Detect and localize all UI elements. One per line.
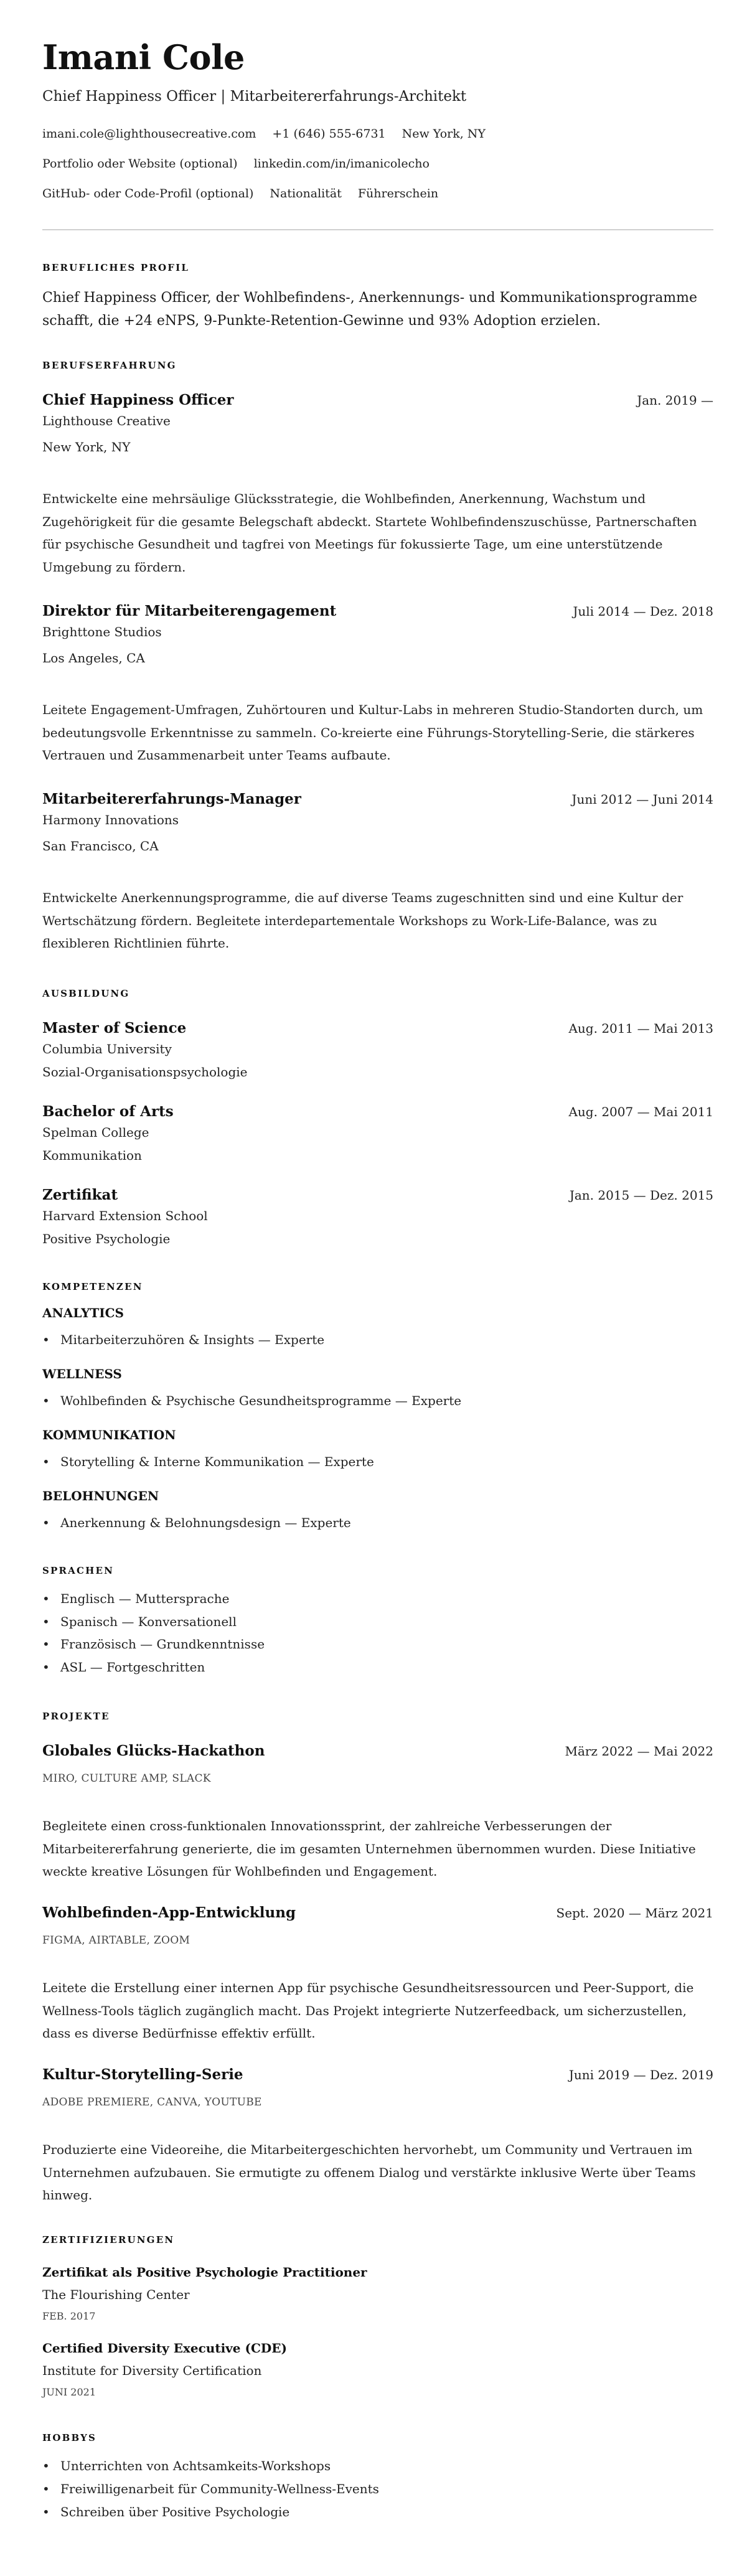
project-header (42, 1741, 713, 1761)
job-entry (42, 390, 713, 579)
skill-category: WELLNESS (42, 1366, 122, 1382)
field-of-study: Positive Psychologie (42, 1231, 171, 1247)
section-heading: SPRACHEN (42, 1565, 115, 1577)
education-header (42, 1185, 713, 1205)
headline: Chief Happiness Officer | Mitarbeitererfahrungs-Architekt (42, 88, 467, 105)
job-description: Entwickelte eine mehrsäulige Glücksstrategie, die Wohlbefinden, Anerkennung, Wachstum und Zugehörigkeit für die gesamte Belegschaft abdeckt. Startete Wohlbefindenszuschüsse, Partnerschaften für psychische Gesundheit und tagfrei von Meetings für fokussierte Tage, um eine unterstützende Umgebung zu fördern. (42, 491, 697, 575)
project-dates: Juni 2019 — Dez. 2019 (568, 2067, 713, 2083)
language-item: • Englisch — Muttersprache (42, 1587, 713, 1610)
drivers-license: Führerschein (357, 187, 439, 200)
certification-issuer: Institute for Diversity Certification (42, 2363, 262, 2379)
job-header (42, 601, 713, 621)
skill-category: KOMMUNIKATION (42, 1427, 176, 1443)
project-description: Begleitete einen cross-funktionalen Innovationssprint, der zahlreiche Verbesserungen der Mitarbeitererfahrung generierte, die im gesamten Unternehmen übernommen wurden. Diese Initiative weckte kreative Lösungen für Wohlbefinden und Engagement. (42, 1818, 696, 1879)
hobby-item: • Freiwilligenarbeit für Community-Wellness-Events (42, 2478, 713, 2501)
project-title: Globales Glücks-Hackathon (42, 1742, 265, 1759)
skill-item: • Anerkennung & Belohnungsdesign — Experte (42, 1512, 713, 1533)
language-item: • ASL — Fortgeschritten (42, 1656, 713, 1679)
project-entry (42, 2065, 713, 2207)
skill-item: • Mitarbeiterzuhören & Insights — Experte (42, 1329, 713, 1350)
certifications-section (42, 2234, 713, 2400)
job-description: Entwickelte Anerkennungsprogramme, die auf diverse Teams zugeschnitten sind und eine Kultur der Wertschätzung fördern. Begleitete interdepartementale Workshops zu Work-Life-Balance, was zu flexibleren Richtlinien führte. (42, 890, 684, 951)
project-description: Leitete die Erstellung einer internen App für psychische Gesundheitsressourcen und Peer-Support, die Wellness-Tools täglich zugänglich macht. Das Projekt integrierte Nutzerfeedback, um sicherzustellen, dass es diverse Bedürfnisse effektiv erfüllt. (42, 1980, 694, 2041)
degree: Bachelor of Arts (42, 1103, 174, 1121)
education-entry (42, 1185, 713, 1249)
company-name: Harmony Innovations (42, 812, 179, 827)
field-of-study: Kommunikation (42, 1148, 142, 1163)
certification-date: JUNI 2021 (42, 2386, 96, 2399)
project-tech: FIGMA, AIRTABLE, ZOOM (42, 1934, 190, 1947)
contact-info (42, 119, 713, 209)
skill-list (42, 1390, 713, 1411)
certification-title: Certified Diversity Executive (CDE) (42, 2341, 287, 2356)
project-header (42, 2065, 713, 2085)
languages-list (42, 1587, 713, 1679)
project-title: Wohlbefinden-App-Entwicklung (42, 1904, 296, 1921)
skill-item: • Storytelling & Interne Kommunikation — Experte (42, 1451, 713, 1472)
project-header (42, 1903, 713, 1923)
education-dates: Aug. 2007 — Mai 2011 (568, 1104, 713, 1120)
hobby-item: • Unterrichten von Achtsamkeits-Workshops (42, 2455, 713, 2478)
hobby-item: • Schreiben über Positive Psychologie (42, 2501, 713, 2524)
job-dates: Jan. 2019 — (637, 393, 713, 408)
skill-list (42, 1512, 713, 1533)
job-title: Chief Happiness Officer (42, 392, 234, 408)
school-name: Harvard Extension School (42, 1208, 208, 1224)
phone: +1 (646) 555-6731 (272, 127, 386, 141)
certification-entry (42, 2339, 713, 2400)
skills-section (42, 1281, 713, 1533)
company-name: Lighthouse Creative (42, 413, 171, 428)
hobbies-list (42, 2455, 713, 2523)
skill-list (42, 1329, 713, 1350)
degree: Zertifikat (42, 1187, 118, 1204)
location: New York, NY (402, 127, 486, 141)
skill-category: BELOHNUNGEN (42, 1488, 159, 1504)
education-dates: Aug. 2011 — Mai 2013 (568, 1021, 713, 1037)
project-dates: März 2022 — Mai 2022 (565, 1743, 713, 1759)
language-item: • Französisch — Grundkenntnisse (42, 1633, 713, 1656)
project-title: Kultur-Storytelling-Serie (42, 2066, 243, 2084)
education-entry (42, 1102, 713, 1166)
education-dates: Jan. 2015 — Dez. 2015 (569, 1188, 713, 1203)
contact-line (42, 119, 713, 149)
degree: Master of Science (42, 1020, 187, 1037)
project-tech: ADOBE PREMIERE, CANVA, YOUTUBE (42, 2096, 262, 2109)
job-header (42, 789, 713, 809)
certification-date: FEB. 2017 (42, 2310, 96, 2323)
projects-section (42, 1710, 713, 2207)
section-heading: KOMPETENZEN (42, 1281, 143, 1293)
skill-item: • Wohlbefinden & Psychische Gesundheitsprogramme — Experte (42, 1390, 713, 1411)
linkedin-link[interactable]: linkedin.com/in/imanicolecho (253, 157, 430, 171)
portfolio-link[interactable]: Portfolio oder Website (optional) (42, 157, 238, 171)
email-link[interactable]: imani.cole@lighthousecreative.com (42, 127, 256, 141)
skill-list (42, 1451, 713, 1472)
education-header (42, 1102, 713, 1122)
company-name: Brighttone Studios (42, 624, 162, 639)
project-tech: MIRO, CULTURE AMP, SLACK (42, 1772, 211, 1785)
language-item: • Spanisch — Konversationell (42, 1610, 713, 1634)
project-dates: Sept. 2020 — März 2021 (556, 1905, 713, 1920)
education-section (42, 987, 713, 1249)
languages-section (42, 1564, 713, 1679)
section-heading: PROJEKTE (42, 1710, 110, 1722)
project-description: Produzierte eine Videoreihe, die Mitarbeitergeschichten hervorhebt, um Community und Vertrauen im Unternehmen aufzubauen. Sie ermutigte zu offenem Dialog und verstärkte inklusive Werte über Teams hinweg. (42, 2142, 696, 2203)
certification-entry (42, 2263, 713, 2325)
job-dates: Juni 2012 — Juni 2014 (571, 791, 713, 807)
resume-header (42, 37, 713, 230)
certification-issuer: The Flourishing Center (42, 2287, 190, 2303)
education-entry (42, 1018, 713, 1083)
section-heading: BERUFSERFAHRUNG (42, 360, 177, 371)
hobbies-section (42, 2432, 713, 2523)
header-divider (42, 229, 713, 230)
profile-section (42, 261, 713, 332)
section-heading: ZERTIFIZIERUNGEN (42, 2234, 175, 2246)
job-dates: Juli 2014 — Dez. 2018 (573, 603, 713, 619)
section-heading: HOBBYS (42, 2432, 97, 2444)
section-heading: AUSBILDUNG (42, 988, 130, 1000)
skill-category: ANALYTICS (42, 1305, 124, 1321)
job-description: Leitete Engagement-Umfragen, Zuhörtouren und Kultur-Labs in mehreren Studio-Standorten durch, um bedeutungsvolle Erkenntnisse zu sammeln. Co-kreierte eine Führungs-Storytelling-Serie, die stärkeres Vertrauen und Zusammenarbeit unter Teams aufbaute. (42, 702, 703, 763)
school-name: Spelman College (42, 1125, 149, 1140)
job-title: Mitarbeitererfahrungs-Manager (42, 790, 301, 807)
job-title: Direktor für Mitarbeiterengagement (42, 602, 337, 619)
contact-line (42, 179, 713, 209)
profile-summary: Chief Happiness Officer, der Wohlbefindens-, Anerkennungs- und Kommunikationsprogramme schafft, die +24 eNPS, 9-Punkte-Retention-Gewinne und 93% Adoption erzielen. (42, 290, 698, 329)
job-location: Los Angeles, CA (42, 650, 145, 665)
job-header (42, 390, 713, 410)
certification-title: Zertifikat als Positive Psychologie Practitioner (42, 2265, 367, 2280)
project-entry (42, 1903, 713, 2045)
github-link[interactable]: GitHub- oder Code-Profil (optional) (42, 187, 254, 200)
section-heading: BERUFLICHES PROFIL (42, 262, 190, 273)
field-of-study: Sozial-Organisationspsychologie (42, 1065, 248, 1080)
job-location: San Francisco, CA (42, 838, 159, 853)
nationality: Nationalität (270, 187, 342, 200)
education-header (42, 1018, 713, 1038)
job-entry (42, 789, 713, 955)
job-location: New York, NY (42, 440, 131, 454)
experience-section (42, 359, 713, 955)
project-entry (42, 1741, 713, 1883)
contact-line (42, 149, 713, 179)
job-entry (42, 601, 713, 767)
candidate-name: Imani Cole (42, 37, 245, 77)
school-name: Columbia University (42, 1041, 172, 1057)
